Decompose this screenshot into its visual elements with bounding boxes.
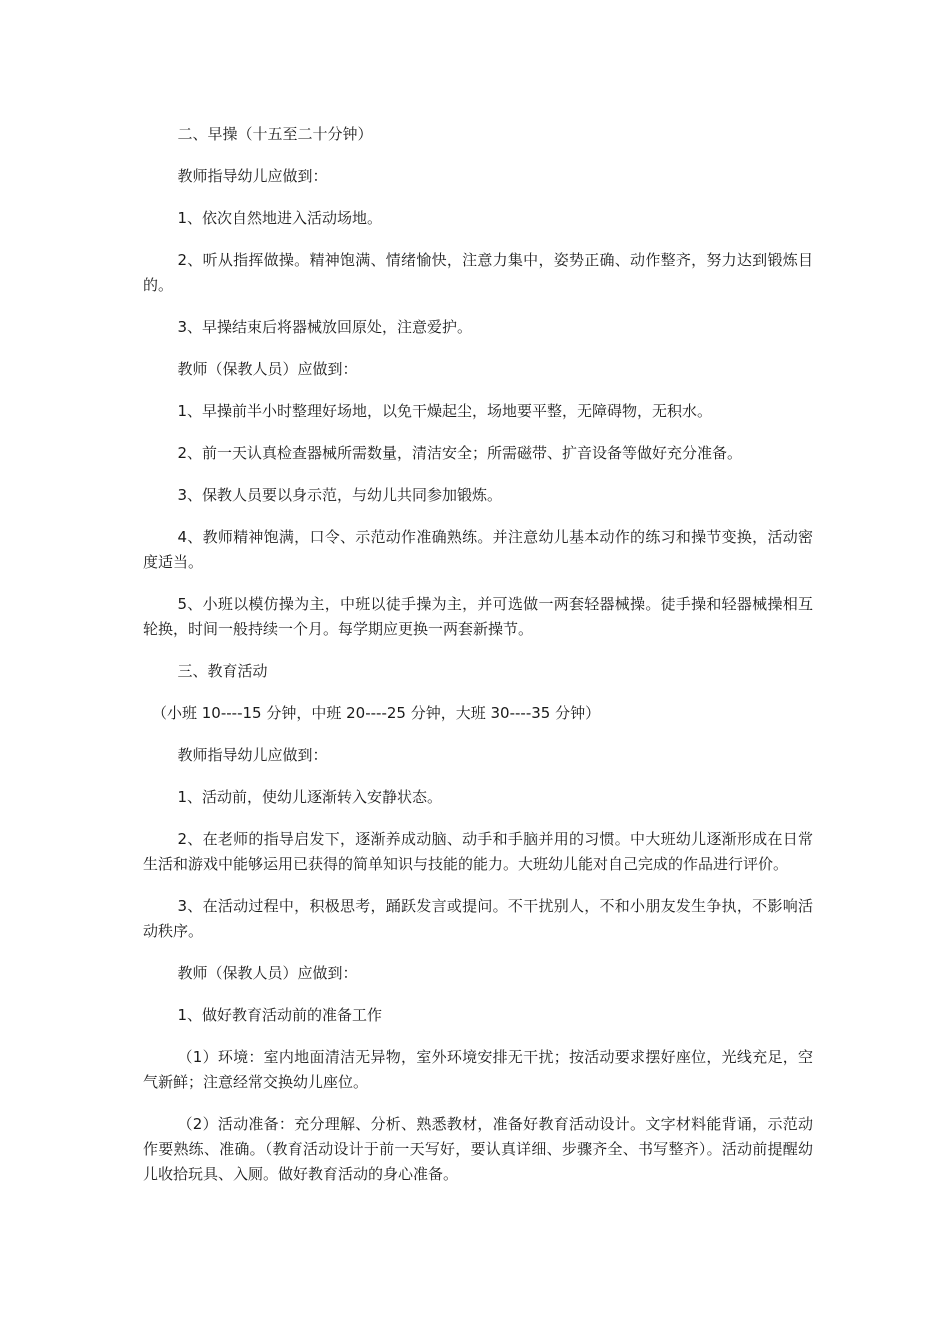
subheading-teacher: 教师（保教人员）应做到：: [177, 964, 358, 982]
paragraph: 1、依次自然地进入活动场地。: [177, 209, 383, 227]
section-heading-morning-exercise: 二、早操（十五至二十分钟）: [177, 125, 373, 143]
section-heading-education-activity: 三、教育活动: [177, 662, 268, 680]
paragraph: 5、小班以模仿操为主，中班以徒手操为主，并可选做一两套轻器械操。徒手操和轻器械操相互轮换，时间一般持续一个月。每学期应更换一两套新操节。: [143, 595, 813, 638]
paragraph: 3、保教人员要以身示范，与幼儿共同参加锻炼。: [177, 486, 503, 504]
subheading-children: 教师指导幼儿应做到：: [177, 746, 328, 764]
paragraph: 3、早操结束后将器械放回原处，注意爱护。: [177, 318, 473, 336]
duration-note: （小班 10----15 分钟，中班 20----25 分钟，大班 30----35 分钟）: [152, 704, 601, 722]
paragraph: （2）活动准备：充分理解、分析、熟悉教材，准备好教育活动设计。文字材料能背诵，示范动作要熟练、准确。（教育活动设计于前一天写好，要认真详细、步骤齐全、书写整齐）。活动前提醒幼儿收拾玩具、入厕。做好教育活动的身心准备。: [143, 1115, 813, 1183]
subheading-children: 教师指导幼儿应做到：: [177, 167, 328, 185]
paragraph: 1、早操前半小时整理好场地，以免干燥起尘，场地要平整，无障碍物，无积水。: [177, 402, 713, 420]
paragraph: 2、听从指挥做操。精神饱满、情绪愉快，注意力集中，姿势正确、动作整齐，努力达到锻炼目的。: [143, 251, 813, 294]
paragraph: 1、做好教育活动前的准备工作: [177, 1006, 383, 1024]
paragraph: 4、教师精神饱满，口令、示范动作准确熟练。并注意幼儿基本动作的练习和操节变换，活动密度适当。: [143, 528, 813, 571]
paragraph: 3、在活动过程中，积极思考，踊跃发言或提问。不干扰别人，不和小朋友发生争执，不影响活动秩序。: [143, 897, 813, 940]
paragraph: 1、活动前，使幼儿逐渐转入安静状态。: [177, 788, 443, 806]
subheading-teacher: 教师（保教人员）应做到：: [177, 360, 358, 378]
paragraph: 2、前一天认真检查器械所需数量，清洁安全；所需磁带、扩音设备等做好充分准备。: [177, 444, 743, 462]
paragraph: （1）环境：室内地面清洁无异物，室外环境安排无干扰；按活动要求摆好座位，光线充足，空气新鲜；注意经常交换幼儿座位。: [143, 1048, 813, 1091]
document-page: [143, 122, 813, 1204]
paragraph: 2、在老师的指导启发下，逐渐养成动脑、动手和手脑并用的习惯。中大班幼儿逐渐形成在日常生活和游戏中能够运用已获得的简单知识与技能的能力。大班幼儿能对自己完成的作品进行评价。: [143, 830, 813, 873]
